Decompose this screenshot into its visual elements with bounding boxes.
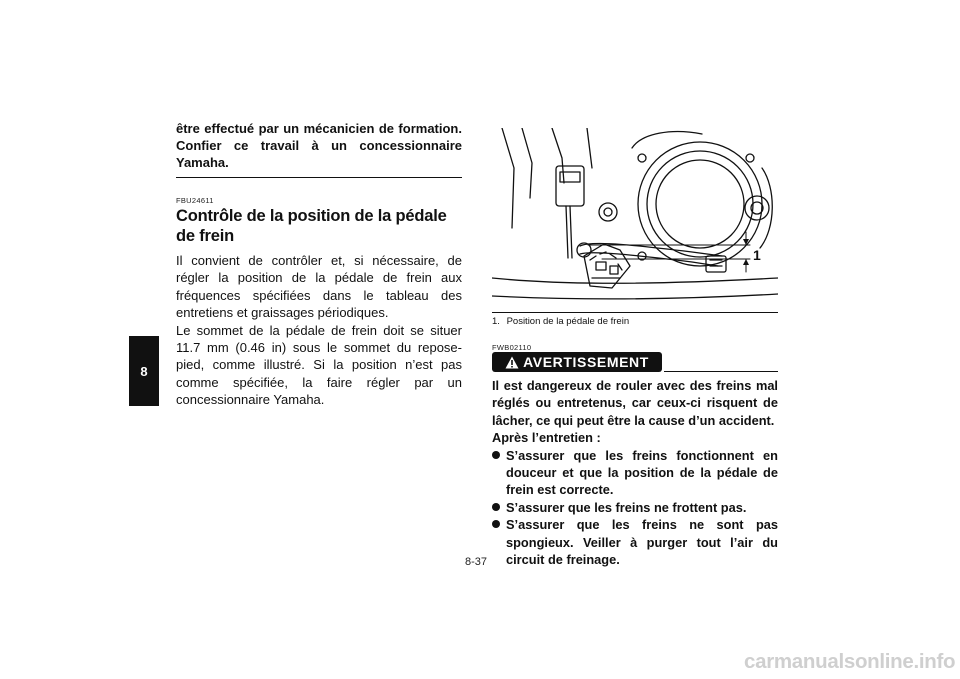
left-column [176, 120, 462, 409]
watermark: carmanualsonline.info [744, 650, 956, 673]
warning-paragraph: Il est dangereux de rouler avec des freins mal réglés ou entretenus, car ceux-ci risquent de lâcher, ce qui peut être la cause d’un accident. [492, 378, 778, 428]
section-title: Contrôle de la position de la pédale de frein [176, 207, 447, 245]
warning-triangle-icon [505, 356, 519, 369]
section-paragraph-1: Il convient de contrôler et, si nécessaire, de régler la position de la pédale de frein aux fréquences spécifiées dans le tableau des entretiens et graissages périodiques. [176, 253, 462, 321]
figure-callout-1: 1 [753, 247, 761, 263]
warning-code: FWB02110 [492, 343, 532, 352]
bullet-icon [492, 451, 500, 459]
warning-bullet-item: S’assurer que les freins ne frottent pas. [492, 499, 778, 516]
warning-label: AVERTISSEMENT [523, 354, 649, 370]
warning-bullet-item: S’assurer que les freins ne sont pas spongieux. Veiller à purger tout l’air du circuit de freinage. [492, 516, 778, 568]
warning-bullet-item: S’assurer que les freins fonctionnent en douceur et que la position de la pédale de frein est correcte. [492, 447, 778, 499]
bullet-icon [492, 520, 500, 528]
page-number: 8-37 [465, 556, 488, 568]
warning-bullet-list [492, 447, 778, 569]
intro-note: être effectué par un mécanicien de formation. Confier ce travail à un concessionnaire Yamaha. [176, 120, 462, 178]
warning-banner [492, 352, 778, 372]
warning-badge [492, 352, 662, 372]
section-code: FBU24611 [176, 196, 214, 205]
bullet-icon [492, 503, 500, 511]
brake-pedal-illustration [492, 128, 778, 306]
chapter-tab [129, 336, 159, 406]
brake-pedal-figure [492, 128, 778, 306]
warning-body [492, 377, 778, 568]
warning-rule [664, 371, 778, 372]
warning-after-service: Après l’entretien : [492, 430, 601, 446]
figure-caption [492, 312, 778, 327]
caption-number: 1. [492, 316, 500, 327]
section-paragraph-2: Le sommet de la pédale de frein doit se situer 11.7 mm (0.46 in) sous le sommet du repose-pied, comme illustré. Si la position n’est pas comme spécifiée, la faire régler par un concessionnaire Yamaha. [176, 322, 462, 408]
chapter-number: 8 [140, 363, 148, 379]
caption-text: Position de la pédale de frein [506, 316, 630, 327]
